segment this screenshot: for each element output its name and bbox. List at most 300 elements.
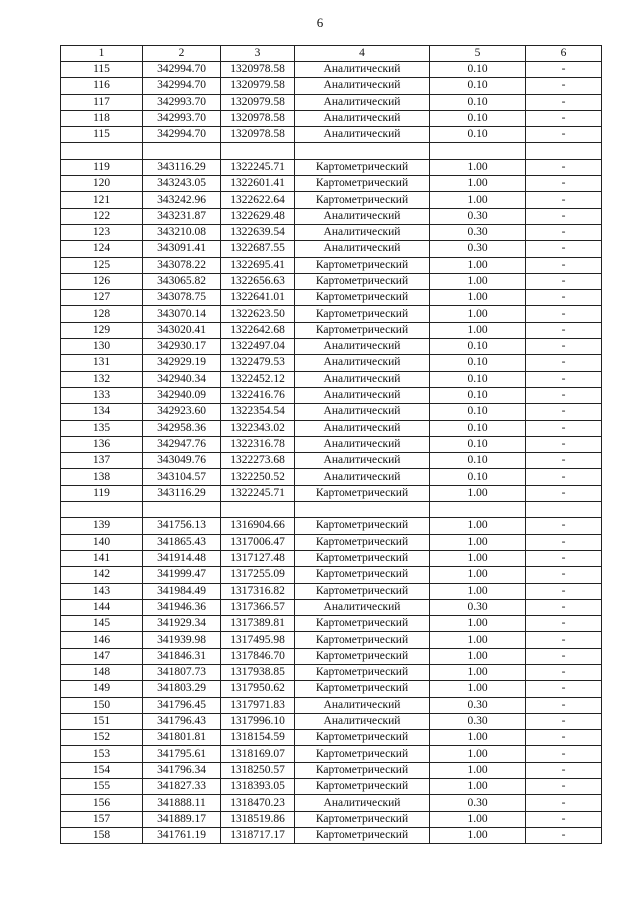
- accuracy-cell: 1.00: [430, 681, 526, 697]
- note-cell: -: [526, 681, 602, 697]
- table-row: [61, 518, 602, 534]
- y-coordinate-cell: 1318717.17: [221, 827, 295, 843]
- point-number-cell: 151: [61, 713, 143, 729]
- y-coordinate-cell: 1322641.01: [221, 290, 295, 306]
- note-cell: -: [526, 746, 602, 762]
- table-row: [61, 420, 602, 436]
- method-cell: Аналитический: [295, 208, 430, 224]
- x-coordinate-cell: 341929.34: [143, 616, 221, 632]
- column-header: 4: [295, 46, 430, 62]
- method-cell: Аналитический: [295, 355, 430, 371]
- accuracy-cell: 0.30: [430, 697, 526, 713]
- y-coordinate-cell: 1316904.66: [221, 518, 295, 534]
- note-cell: -: [526, 632, 602, 648]
- point-number-cell: 156: [61, 795, 143, 811]
- table-row: [61, 273, 602, 289]
- x-coordinate-cell: 341888.11: [143, 795, 221, 811]
- point-number-cell: [61, 502, 143, 518]
- method-cell: Аналитический: [295, 110, 430, 126]
- note-cell: -: [526, 730, 602, 746]
- table-row: [61, 664, 602, 680]
- accuracy-cell: 1.00: [430, 192, 526, 208]
- note-cell: -: [526, 811, 602, 827]
- note-cell: -: [526, 339, 602, 355]
- accuracy-cell: 1.00: [430, 257, 526, 273]
- note-cell: -: [526, 208, 602, 224]
- point-number-cell: 119: [61, 485, 143, 501]
- note-cell: -: [526, 159, 602, 175]
- x-coordinate-cell: 343091.41: [143, 241, 221, 257]
- accuracy-cell: 1.00: [430, 273, 526, 289]
- y-coordinate-cell: 1318154.59: [221, 730, 295, 746]
- note-cell: -: [526, 110, 602, 126]
- point-number-cell: 153: [61, 746, 143, 762]
- accuracy-cell: 1.00: [430, 648, 526, 664]
- page-number: 6: [316, 15, 324, 30]
- note-cell: -: [526, 290, 602, 306]
- method-cell: Картометрический: [295, 485, 430, 501]
- accuracy-cell: 1.00: [430, 762, 526, 778]
- point-number-cell: 133: [61, 387, 143, 403]
- table-row: [61, 290, 602, 306]
- note-cell: -: [526, 599, 602, 615]
- x-coordinate-cell: 341946.36: [143, 599, 221, 615]
- point-number-cell: 146: [61, 632, 143, 648]
- accuracy-cell: 1.00: [430, 534, 526, 550]
- y-coordinate-cell: 1322497.04: [221, 339, 295, 355]
- table-row: [61, 322, 602, 338]
- accuracy-cell: 1.00: [430, 567, 526, 583]
- x-coordinate-cell: 343078.22: [143, 257, 221, 273]
- point-number-cell: [61, 143, 143, 159]
- method-cell: Картометрический: [295, 306, 430, 322]
- y-coordinate-cell: 1318470.23: [221, 795, 295, 811]
- y-coordinate-cell: 1322623.50: [221, 306, 295, 322]
- x-coordinate-cell: 341796.43: [143, 713, 221, 729]
- note-cell: -: [526, 567, 602, 583]
- point-number-cell: 137: [61, 453, 143, 469]
- x-coordinate-cell: 343104.57: [143, 469, 221, 485]
- table-row: [61, 567, 602, 583]
- table-row: [61, 143, 602, 159]
- accuracy-cell: 0.10: [430, 371, 526, 387]
- point-number-cell: 116: [61, 78, 143, 94]
- accuracy-cell: 0.30: [430, 599, 526, 615]
- y-coordinate-cell: 1322250.52: [221, 469, 295, 485]
- note-cell: -: [526, 94, 602, 110]
- method-cell: Картометрический: [295, 664, 430, 680]
- table-row: [61, 502, 602, 518]
- accuracy-cell: 1.00: [430, 176, 526, 192]
- point-number-cell: 144: [61, 599, 143, 615]
- method-cell: Аналитический: [295, 339, 430, 355]
- point-number-cell: 158: [61, 827, 143, 843]
- method-cell: Аналитический: [295, 224, 430, 240]
- x-coordinate-cell: 343116.29: [143, 159, 221, 175]
- method-cell: Картометрический: [295, 648, 430, 664]
- method-cell: Картометрический: [295, 176, 430, 192]
- table-row: [61, 795, 602, 811]
- coordinates-table: [60, 45, 602, 844]
- table-row: [61, 746, 602, 762]
- point-number-cell: 123: [61, 224, 143, 240]
- note-cell: -: [526, 779, 602, 795]
- column-header: 5: [430, 46, 526, 62]
- x-coordinate-cell: 341939.98: [143, 632, 221, 648]
- accuracy-cell: 1.00: [430, 827, 526, 843]
- point-number-cell: 122: [61, 208, 143, 224]
- x-coordinate-cell: 341846.31: [143, 648, 221, 664]
- point-number-cell: 115: [61, 127, 143, 143]
- x-coordinate-cell: 341796.34: [143, 762, 221, 778]
- accuracy-cell: 1.00: [430, 730, 526, 746]
- method-cell: Картометрический: [295, 681, 430, 697]
- x-coordinate-cell: 342993.70: [143, 94, 221, 110]
- point-number-cell: 139: [61, 518, 143, 534]
- y-coordinate-cell: 1320978.58: [221, 110, 295, 126]
- table-row: [61, 62, 602, 78]
- method-cell: Аналитический: [295, 453, 430, 469]
- x-coordinate-cell: 342940.09: [143, 387, 221, 403]
- note-cell: -: [526, 355, 602, 371]
- note-cell: -: [526, 827, 602, 843]
- method-cell: Картометрический: [295, 616, 430, 632]
- method-cell: Картометрический: [295, 827, 430, 843]
- x-coordinate-cell: 341761.19: [143, 827, 221, 843]
- y-coordinate-cell: 1322452.12: [221, 371, 295, 387]
- method-cell: [295, 143, 430, 159]
- note-cell: -: [526, 224, 602, 240]
- table-row: [61, 697, 602, 713]
- method-cell: Аналитический: [295, 78, 430, 94]
- method-cell: Картометрический: [295, 192, 430, 208]
- y-coordinate-cell: [221, 143, 295, 159]
- x-coordinate-cell: 341865.43: [143, 534, 221, 550]
- method-cell: Картометрический: [295, 632, 430, 648]
- table-row: [61, 94, 602, 110]
- point-number-cell: 126: [61, 273, 143, 289]
- point-number-cell: 152: [61, 730, 143, 746]
- accuracy-cell: 1.00: [430, 583, 526, 599]
- accuracy-cell: 0.10: [430, 404, 526, 420]
- y-coordinate-cell: 1320979.58: [221, 78, 295, 94]
- point-number-cell: 121: [61, 192, 143, 208]
- table-row: [61, 355, 602, 371]
- y-coordinate-cell: 1317255.09: [221, 567, 295, 583]
- table-body: [61, 46, 602, 844]
- column-header: 1: [61, 46, 143, 62]
- accuracy-cell: 1.00: [430, 306, 526, 322]
- point-number-cell: 131: [61, 355, 143, 371]
- table-row: [61, 404, 602, 420]
- y-coordinate-cell: 1322639.54: [221, 224, 295, 240]
- y-coordinate-cell: 1322354.54: [221, 404, 295, 420]
- x-coordinate-cell: 342994.70: [143, 62, 221, 78]
- accuracy-cell: 0.30: [430, 208, 526, 224]
- table-row: [61, 176, 602, 192]
- y-coordinate-cell: 1318393.05: [221, 779, 295, 795]
- x-coordinate-cell: 342930.17: [143, 339, 221, 355]
- y-coordinate-cell: [221, 502, 295, 518]
- method-cell: Аналитический: [295, 241, 430, 257]
- method-cell: Картометрический: [295, 779, 430, 795]
- table-row: [61, 469, 602, 485]
- point-number-cell: 132: [61, 371, 143, 387]
- accuracy-cell: 1.00: [430, 322, 526, 338]
- accuracy-cell: 0.10: [430, 339, 526, 355]
- x-coordinate-cell: 341801.81: [143, 730, 221, 746]
- point-number-cell: 138: [61, 469, 143, 485]
- y-coordinate-cell: 1318169.07: [221, 746, 295, 762]
- table-row: [61, 371, 602, 387]
- note-cell: -: [526, 306, 602, 322]
- y-coordinate-cell: 1317938.85: [221, 664, 295, 680]
- method-cell: Картометрический: [295, 322, 430, 338]
- x-coordinate-cell: 343231.87: [143, 208, 221, 224]
- method-cell: Аналитический: [295, 469, 430, 485]
- point-number-cell: 140: [61, 534, 143, 550]
- note-cell: -: [526, 78, 602, 94]
- note-cell: -: [526, 127, 602, 143]
- table-row: [61, 453, 602, 469]
- point-number-cell: 150: [61, 697, 143, 713]
- note-cell: -: [526, 713, 602, 729]
- accuracy-cell: 0.10: [430, 420, 526, 436]
- y-coordinate-cell: 1318519.86: [221, 811, 295, 827]
- note-cell: -: [526, 436, 602, 452]
- y-coordinate-cell: 1317495.98: [221, 632, 295, 648]
- accuracy-cell: 0.10: [430, 355, 526, 371]
- y-coordinate-cell: 1317846.70: [221, 648, 295, 664]
- x-coordinate-cell: 341914.48: [143, 550, 221, 566]
- accuracy-cell: 0.10: [430, 78, 526, 94]
- method-cell: Аналитический: [295, 371, 430, 387]
- table-row: [61, 681, 602, 697]
- column-header: 6: [526, 46, 602, 62]
- point-number-cell: 119: [61, 159, 143, 175]
- x-coordinate-cell: 341795.61: [143, 746, 221, 762]
- accuracy-cell: [430, 143, 526, 159]
- table-row: [61, 192, 602, 208]
- point-number-cell: 136: [61, 436, 143, 452]
- note-cell: -: [526, 664, 602, 680]
- point-number-cell: 154: [61, 762, 143, 778]
- method-cell: Аналитический: [295, 62, 430, 78]
- accuracy-cell: 0.10: [430, 453, 526, 469]
- point-number-cell: 143: [61, 583, 143, 599]
- table-row: [61, 599, 602, 615]
- y-coordinate-cell: 1320978.58: [221, 127, 295, 143]
- y-coordinate-cell: 1317127.48: [221, 550, 295, 566]
- table-row: [61, 159, 602, 175]
- accuracy-cell: 1.00: [430, 485, 526, 501]
- x-coordinate-cell: 343116.29: [143, 485, 221, 501]
- y-coordinate-cell: 1322601.41: [221, 176, 295, 192]
- table-row: [61, 779, 602, 795]
- y-coordinate-cell: 1322245.71: [221, 485, 295, 501]
- x-coordinate-cell: 341807.73: [143, 664, 221, 680]
- note-cell: -: [526, 469, 602, 485]
- x-coordinate-cell: 343020.41: [143, 322, 221, 338]
- table-row: [61, 257, 602, 273]
- note-cell: -: [526, 387, 602, 403]
- x-coordinate-cell: [143, 143, 221, 159]
- accuracy-cell: 0.30: [430, 795, 526, 811]
- accuracy-cell: 0.10: [430, 387, 526, 403]
- x-coordinate-cell: 343049.76: [143, 453, 221, 469]
- table-row: [61, 78, 602, 94]
- note-cell: -: [526, 534, 602, 550]
- y-coordinate-cell: 1322316.78: [221, 436, 295, 452]
- x-coordinate-cell: 341803.29: [143, 681, 221, 697]
- x-coordinate-cell: [143, 502, 221, 518]
- table-row: [61, 241, 602, 257]
- accuracy-cell: 0.10: [430, 469, 526, 485]
- y-coordinate-cell: 1320978.58: [221, 62, 295, 78]
- table-row: [61, 713, 602, 729]
- column-header: 3: [221, 46, 295, 62]
- accuracy-cell: 1.00: [430, 159, 526, 175]
- accuracy-cell: 0.10: [430, 62, 526, 78]
- accuracy-cell: 1.00: [430, 779, 526, 795]
- x-coordinate-cell: 343243.05: [143, 176, 221, 192]
- method-cell: Картометрический: [295, 290, 430, 306]
- method-cell: Картометрический: [295, 273, 430, 289]
- point-number-cell: 142: [61, 567, 143, 583]
- method-cell: Картометрический: [295, 518, 430, 534]
- table-row: [61, 583, 602, 599]
- y-coordinate-cell: 1322416.76: [221, 387, 295, 403]
- x-coordinate-cell: 343070.14: [143, 306, 221, 322]
- y-coordinate-cell: 1317996.10: [221, 713, 295, 729]
- note-cell: -: [526, 795, 602, 811]
- y-coordinate-cell: 1322622.64: [221, 192, 295, 208]
- method-cell: Аналитический: [295, 599, 430, 615]
- table-row: [61, 127, 602, 143]
- point-number-cell: 145: [61, 616, 143, 632]
- y-coordinate-cell: 1322656.63: [221, 273, 295, 289]
- note-cell: -: [526, 583, 602, 599]
- method-cell: Картометрический: [295, 550, 430, 566]
- column-header: 2: [143, 46, 221, 62]
- accuracy-cell: 1.00: [430, 616, 526, 632]
- table-row: [61, 208, 602, 224]
- note-cell: -: [526, 62, 602, 78]
- table-row: [61, 306, 602, 322]
- method-cell: Аналитический: [295, 127, 430, 143]
- table-row: [61, 534, 602, 550]
- y-coordinate-cell: 1322695.41: [221, 257, 295, 273]
- x-coordinate-cell: 341999.47: [143, 567, 221, 583]
- point-number-cell: 155: [61, 779, 143, 795]
- table-row: [61, 436, 602, 452]
- note-cell: -: [526, 485, 602, 501]
- method-cell: Аналитический: [295, 436, 430, 452]
- x-coordinate-cell: 341827.33: [143, 779, 221, 795]
- method-cell: Аналитический: [295, 420, 430, 436]
- x-coordinate-cell: 342993.70: [143, 110, 221, 126]
- method-cell: Картометрический: [295, 730, 430, 746]
- note-cell: -: [526, 192, 602, 208]
- accuracy-cell: 1.00: [430, 664, 526, 680]
- method-cell: Картометрический: [295, 159, 430, 175]
- table-row: [61, 387, 602, 403]
- method-cell: Картометрический: [295, 583, 430, 599]
- note-cell: -: [526, 241, 602, 257]
- table-row: [61, 339, 602, 355]
- y-coordinate-cell: 1322479.53: [221, 355, 295, 371]
- method-cell: [295, 502, 430, 518]
- point-number-cell: 157: [61, 811, 143, 827]
- method-cell: Картометрический: [295, 567, 430, 583]
- table-row: [61, 730, 602, 746]
- y-coordinate-cell: 1317389.81: [221, 616, 295, 632]
- note-cell: -: [526, 518, 602, 534]
- x-coordinate-cell: 342940.34: [143, 371, 221, 387]
- y-coordinate-cell: 1317366.57: [221, 599, 295, 615]
- y-coordinate-cell: 1322273.68: [221, 453, 295, 469]
- point-number-cell: 127: [61, 290, 143, 306]
- method-cell: Аналитический: [295, 387, 430, 403]
- y-coordinate-cell: 1317950.62: [221, 681, 295, 697]
- method-cell: Картометрический: [295, 534, 430, 550]
- point-number-cell: 115: [61, 62, 143, 78]
- y-coordinate-cell: 1317316.82: [221, 583, 295, 599]
- point-number-cell: 149: [61, 681, 143, 697]
- note-cell: -: [526, 453, 602, 469]
- note-cell: -: [526, 322, 602, 338]
- y-coordinate-cell: 1317971.83: [221, 697, 295, 713]
- table-row: [61, 632, 602, 648]
- y-coordinate-cell: 1322245.71: [221, 159, 295, 175]
- note-cell: -: [526, 257, 602, 273]
- accuracy-cell: 1.00: [430, 632, 526, 648]
- point-number-cell: 148: [61, 664, 143, 680]
- accuracy-cell: 1.00: [430, 550, 526, 566]
- table-row: [61, 811, 602, 827]
- x-coordinate-cell: 342923.60: [143, 404, 221, 420]
- table-row: [61, 550, 602, 566]
- note-cell: -: [526, 273, 602, 289]
- x-coordinate-cell: 343242.96: [143, 192, 221, 208]
- note-cell: [526, 502, 602, 518]
- x-coordinate-cell: 343065.82: [143, 273, 221, 289]
- accuracy-cell: 1.00: [430, 811, 526, 827]
- method-cell: Аналитический: [295, 713, 430, 729]
- table-row: [61, 827, 602, 843]
- note-cell: -: [526, 420, 602, 436]
- note-cell: -: [526, 697, 602, 713]
- accuracy-cell: 1.00: [430, 518, 526, 534]
- table-row: [61, 648, 602, 664]
- point-number-cell: 134: [61, 404, 143, 420]
- point-number-cell: 124: [61, 241, 143, 257]
- y-coordinate-cell: 1320979.58: [221, 94, 295, 110]
- note-cell: -: [526, 648, 602, 664]
- y-coordinate-cell: 1322642.68: [221, 322, 295, 338]
- note-cell: -: [526, 550, 602, 566]
- table-row: [61, 110, 602, 126]
- x-coordinate-cell: 341984.49: [143, 583, 221, 599]
- method-cell: Аналитический: [295, 94, 430, 110]
- point-number-cell: 141: [61, 550, 143, 566]
- y-coordinate-cell: 1318250.57: [221, 762, 295, 778]
- x-coordinate-cell: 342994.70: [143, 78, 221, 94]
- accuracy-cell: 1.00: [430, 746, 526, 762]
- point-number-cell: 147: [61, 648, 143, 664]
- point-number-cell: 120: [61, 176, 143, 192]
- method-cell: Картометрический: [295, 257, 430, 273]
